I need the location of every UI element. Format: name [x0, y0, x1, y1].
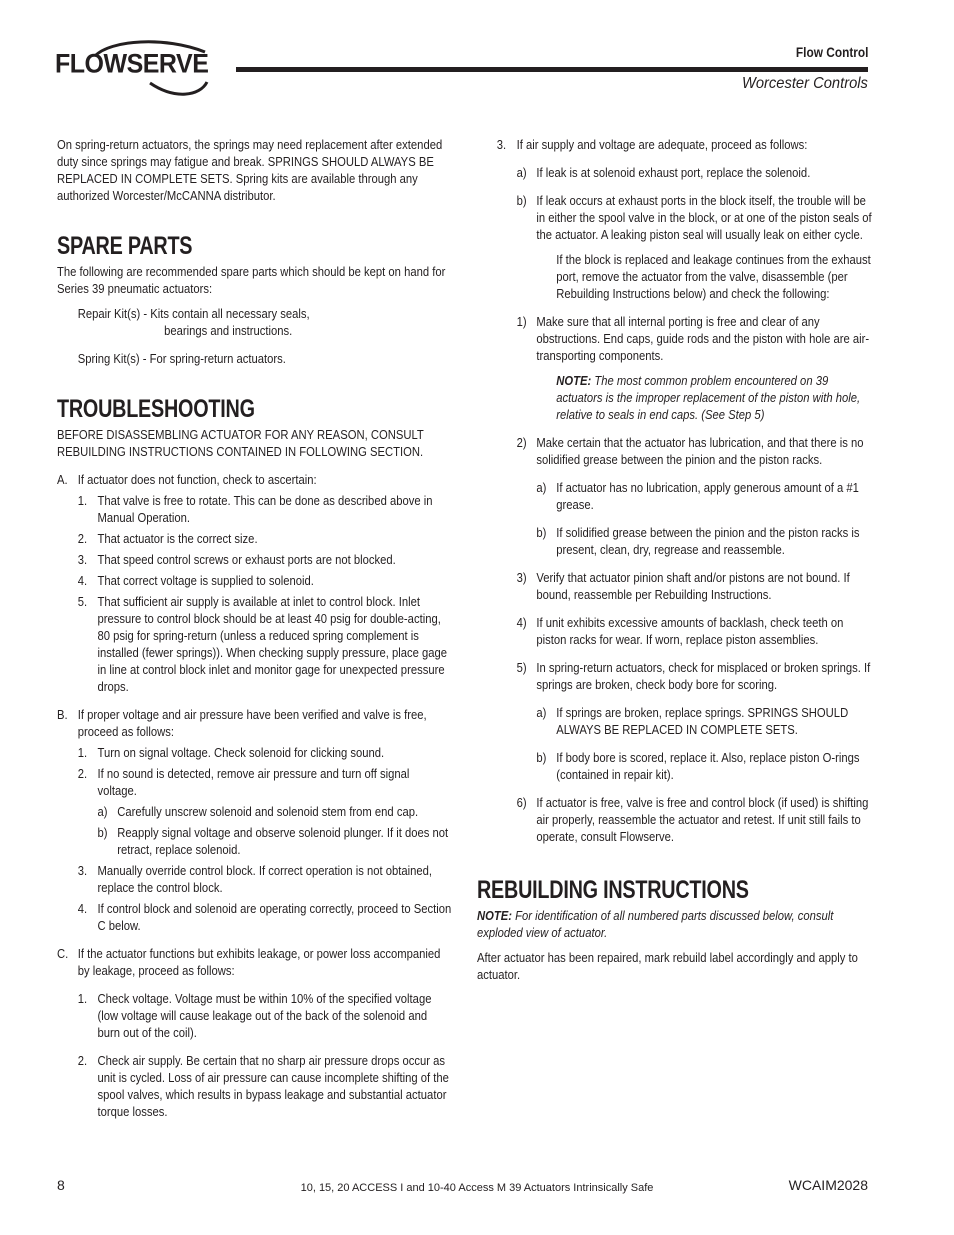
list-item: b) If leak occurs at exhaust ports in the block itself, the trouble will be in either the spool valve in the block, or at one of the piston seals of the actuator. A leaking piston seal will usually leak on either cycle.	[516, 194, 872, 242]
left-column	[57, 137, 452, 1121]
brand-title: Worcester Controls	[742, 75, 868, 92]
troubleshooting-heading: TROUBLESHOOTING	[57, 395, 255, 423]
spring-kit-line: Spring Kit(s) - For spring-return actuators.	[77, 352, 286, 366]
list-item: 1) Make sure that all internal porting is free and clear of any obstructions. End caps, guide rods and the piston with hole are air-transporting components.	[516, 315, 870, 363]
list-item: 3. That speed control screws or exhaust ports are not blocked.	[77, 553, 396, 567]
list-item: C. If the actuator functions but exhibits leakage, or power loss accompanied by leakage, proceed as follows:	[57, 947, 441, 978]
list-item: 1. Turn on signal voltage. Check solenoid for clicking sound.	[77, 746, 385, 760]
rebuilding-note: NOTE: For identification of all numbered parts discussed below, consult exploded view of actuator.	[477, 909, 834, 940]
list-item: 4) If unit exhibits excessive amounts of backlash, check teeth on piston racks for wear. If worn, replace piston assemblies.	[516, 616, 844, 647]
block-paragraph: If the block is replaced and leakage continues from the exhaust port, remove the actuator from the valve, disassemble (per Rebuilding Instructions below) and check the following:	[556, 253, 871, 301]
list-item: a) Carefully unscrew solenoid and solenoid stem from end cap.	[97, 805, 419, 819]
document-code: WCAIM2028	[788, 1177, 868, 1193]
flowserve-logo	[55, 38, 215, 100]
list-item: b) If body bore is scored, replace it. Also, replace piston O-rings (contained in repair kit).	[536, 751, 860, 782]
list-item: 2) Make certain that the actuator has lubrication, and that there is no solidified grease between the pinion and the piston racks.	[516, 436, 864, 467]
list-item: 5) In spring-return actuators, check for misplaced or broken springs. If springs are broken, check body bore for scoring.	[516, 661, 871, 692]
rebuilding-paragraph: After actuator has been repaired, mark rebuild label accordingly and apply to actuator.	[477, 951, 858, 982]
logo-text: FLOWSERVE	[55, 48, 209, 80]
list-item: 3) Verify that actuator pinion shaft and/or pistons are not bound. If bound, reassemble per Rebuilding Instructions.	[516, 571, 850, 602]
list-item: 2. That actuator is the correct size.	[77, 532, 258, 546]
list-item: 3. Manually override control block. If correct operation is not obtained, replace the control block.	[77, 864, 433, 895]
list-item: B. If proper voltage and air pressure have been verified and valve is free, proceed as follows:	[57, 708, 427, 739]
list-item: 5. That sufficient air supply is available at inlet to control block. Inlet pressure to control block should be at least 40 psig for double-acting, 80 psig for spring-return (unless a reduced spring complement is installed (fewer springs)). When checking supply pressure, place gage in line at control block inlet and monitor gage for unexpected pressure drops.	[77, 595, 448, 694]
list-item: b) Reapply signal voltage and observe solenoid plunger. If it does not retract, replace solenoid.	[97, 826, 449, 857]
list-item: b) If solidified grease between the pinion and the piston racks is present, clean, dry, regrease and reassemble.	[536, 526, 860, 557]
list-item: 6) If actuator is free, valve is free and control block (if used) is shifting air properly, reassemble the actuator and retest. If unit still fails to operate, consult Flowserve.	[516, 796, 869, 844]
note-paragraph: NOTE: The most common problem encountered on 39 actuators is the improper replacement of the piston with hole, relative to seals in end caps. (See Step 5)	[556, 374, 861, 422]
list-item: 2. If no sound is detected, remove air pressure and turn off signal voltage.	[77, 767, 410, 798]
repair-kit-line: Repair Kit(s) - Kits contain all necessary seals,	[77, 307, 310, 321]
list-item: 2. Check air supply. Be certain that no sharp air pressure drops occur as unit is cycled. Loss of air pressure can cause incomplete shifting of the spool valves, which results in bypass leakage and substantial actuator torque losses.	[77, 1054, 449, 1119]
list-item: 1. That valve is free to rotate. This can be done as described above in Manual Operation.	[77, 494, 433, 525]
list-item: A. If actuator does not function, check to ascertain:	[57, 473, 317, 487]
list-item: 4. If control block and solenoid are operating correctly, proceed to Section C below.	[77, 902, 452, 933]
list-item: a) If springs are broken, replace springs. SPRINGS SHOULD ALWAYS BE REPLACED IN COMPLETE SETS.	[536, 706, 849, 737]
right-column	[477, 137, 872, 984]
list-item: a) If leak is at solenoid exhaust port, replace the solenoid.	[516, 166, 811, 180]
header-rule	[236, 67, 868, 72]
spare-parts-heading: SPARE PARTS	[57, 232, 193, 260]
list-item: a) If actuator has no lubrication, apply generous amount of a #1 grease.	[536, 481, 859, 512]
division-title: Flow Control	[795, 45, 868, 60]
spring-intro: On spring-return actuators, the springs may need replacement after extended duty since springs may fatigue and break. SPRINGS SHOULD ALWAYS BE REPLACED IN COMPLETE SETS. Spring kits are available through any authorized Worcester/McCANNA distributor.	[57, 138, 443, 203]
rebuilding-heading: REBUILDING INSTRUCTIONS	[477, 876, 749, 904]
page-number: 8	[57, 1177, 65, 1193]
list-item: 3. If air supply and voltage are adequate, proceed as follows:	[496, 138, 808, 152]
spare-parts-intro: The following are recommended spare parts which should be kept on hand for Series 39 pneumatic actuators:	[57, 265, 446, 296]
repair-kit-line-cont: bearings and instructions.	[164, 324, 293, 338]
list-item: 1. Check voltage. Voltage must be within 10% of the specified voltage (low voltage will cause leakage out of the back of the solenoid and burn out of the coil).	[77, 992, 432, 1040]
footer-title: 10, 15, 20 ACCESS I and 10-40 Access M 39 Actuators Intrinsically Safe	[300, 1182, 654, 1194]
troubleshooting-warning: BEFORE DISASSEMBLING ACTUATOR FOR ANY REASON, CONSULT REBUILDING INSTRUCTIONS CONTAINED IN FOLLOWING SECTION.	[57, 428, 424, 459]
list-item: 4. That correct voltage is supplied to solenoid.	[77, 574, 314, 588]
